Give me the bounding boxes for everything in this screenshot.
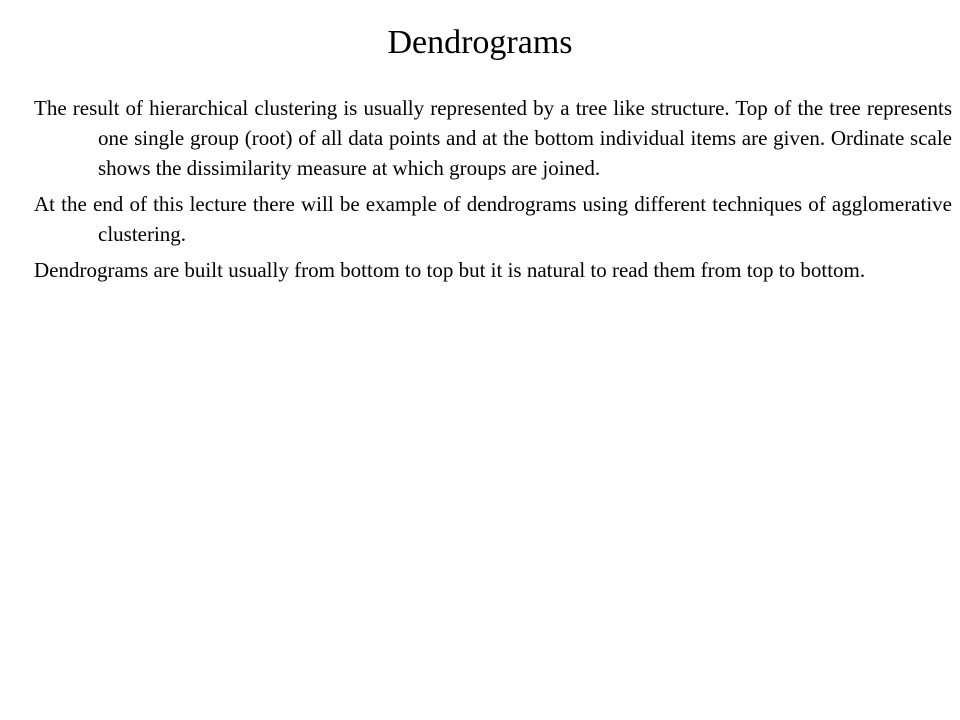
slide-title: Dendrograms [387, 24, 573, 61]
paragraph-lecture-examples: At the end of this lecture there will be example of dendrograms using different techniques of agglomerative clustering. [34, 192, 952, 246]
paragraph-hierarchical-clustering: The result of hierarchical clustering is usually represented by a tree like structure. Top of the tree represents one single group (root) of all data points and at the bottom individual items are given. Ordinate scale shows the dissimilarity measure at which groups are joined. [34, 96, 952, 180]
slide-body [34, 93, 952, 291]
paragraph-reading-direction: Dendrograms are built usually from bottom to top but it is natural to read them from top to bottom. [34, 258, 866, 282]
